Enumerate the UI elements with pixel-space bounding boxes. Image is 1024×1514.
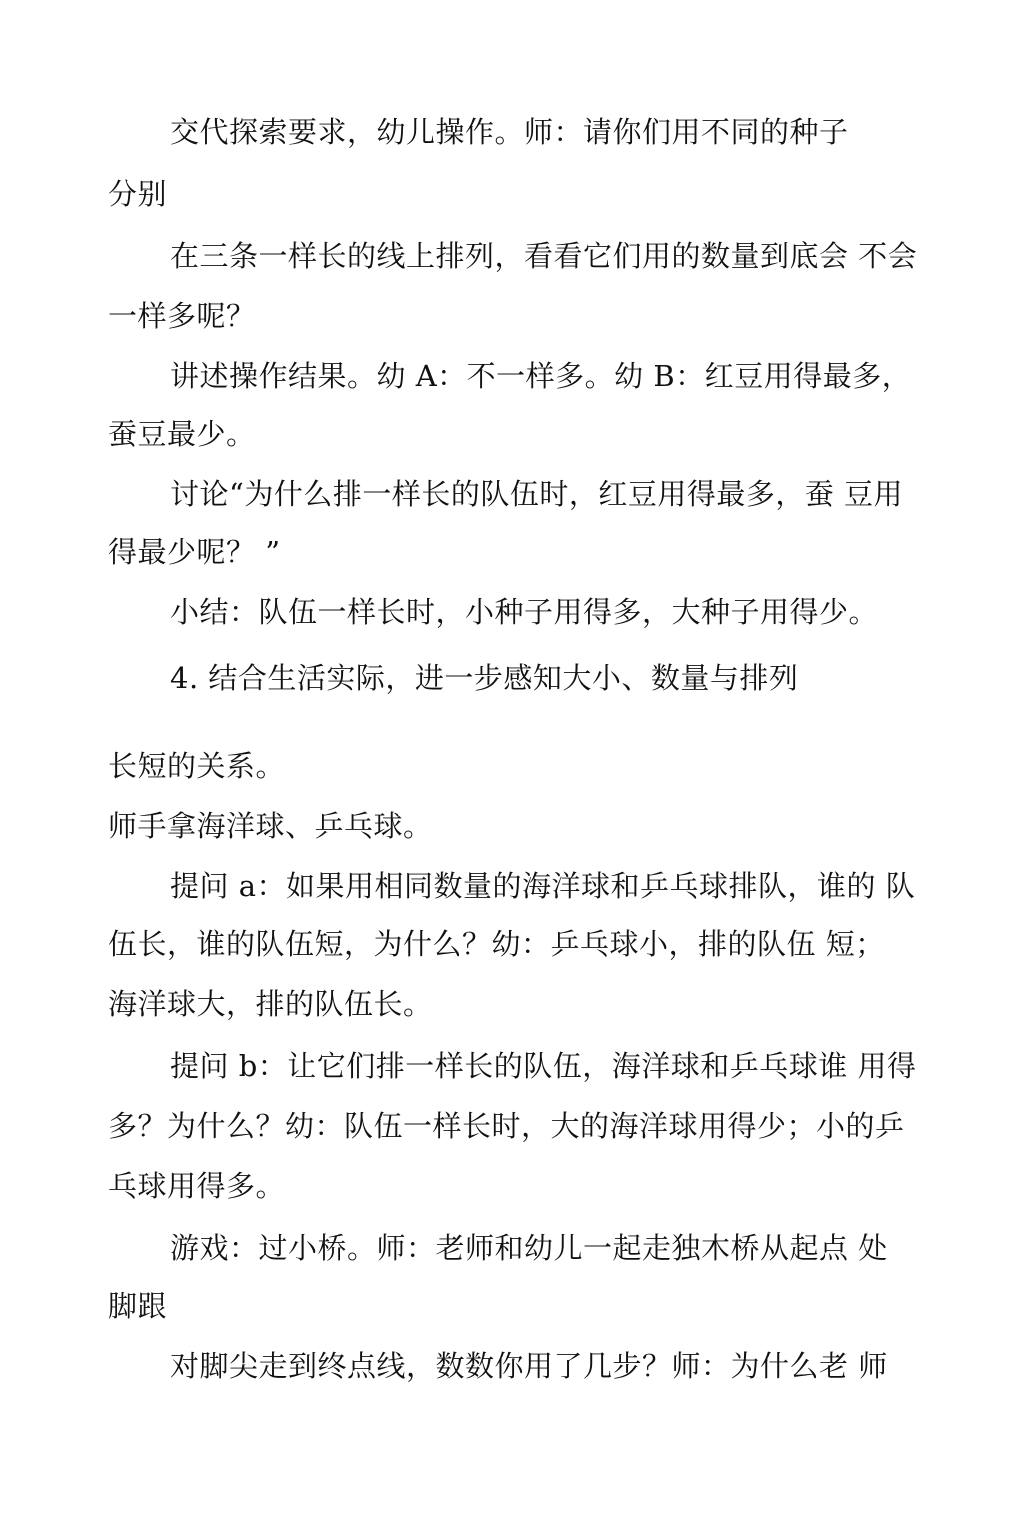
text-line: 提问 a：如果用相同数量的海洋球和乒乓球排队，谁的 队 [170, 869, 916, 903]
text-line: 交代探索要求，幼儿操作。师：请你们用不同的种子 [170, 115, 849, 149]
text-line: 海洋球大，排的队伍长。 [108, 987, 433, 1021]
text-line: 讨论“为什么排一样长的队伍时，红豆用得最多，蚕 豆用 [170, 477, 904, 511]
text-line: 得最少呢？ ” [108, 535, 281, 569]
text-line: 在三条一样长的线上排列，看看它们用的数量到底会 不会 [170, 239, 918, 273]
text-line: 伍长，谁的队伍短，为什么？幼：乒乓球小，排的队伍 短； [108, 927, 885, 961]
text-line: 提问 b：让它们排一样长的队伍，海洋球和乒乓球谁 用得 [170, 1049, 917, 1083]
text-line: 小结：队伍一样长时，小种子用得多，大种子用得少。 [170, 595, 879, 629]
text-line: 分别 [108, 177, 168, 211]
text-line: 多？为什么？幼：队伍一样长时，大的海洋球用得少；小的乒 [108, 1109, 905, 1143]
text-line: 讲述操作结果。幼 A：不一样多。幼 B：红豆用得最多， [170, 359, 912, 393]
text-line: 脚跟 [108, 1289, 168, 1323]
text-line: 长短的关系。 [108, 749, 286, 783]
text-line: 一样多呢？ [108, 299, 256, 333]
text-line: 蚕豆最少。 [108, 417, 256, 451]
text-line: 乓球用得多。 [108, 1169, 286, 1203]
list-item-number-4: 4. 结合生活实际，进一步感知大小、数量与排列 [170, 661, 799, 695]
text-line: 游戏：过小桥。师：老师和幼儿一起走独木桥从起点 处 [170, 1231, 888, 1265]
text-line: 师手拿海洋球、乒乓球。 [108, 809, 433, 843]
text-line: 对脚尖走到终点线，数数你用了几步？师：为什么老 师 [170, 1349, 888, 1383]
